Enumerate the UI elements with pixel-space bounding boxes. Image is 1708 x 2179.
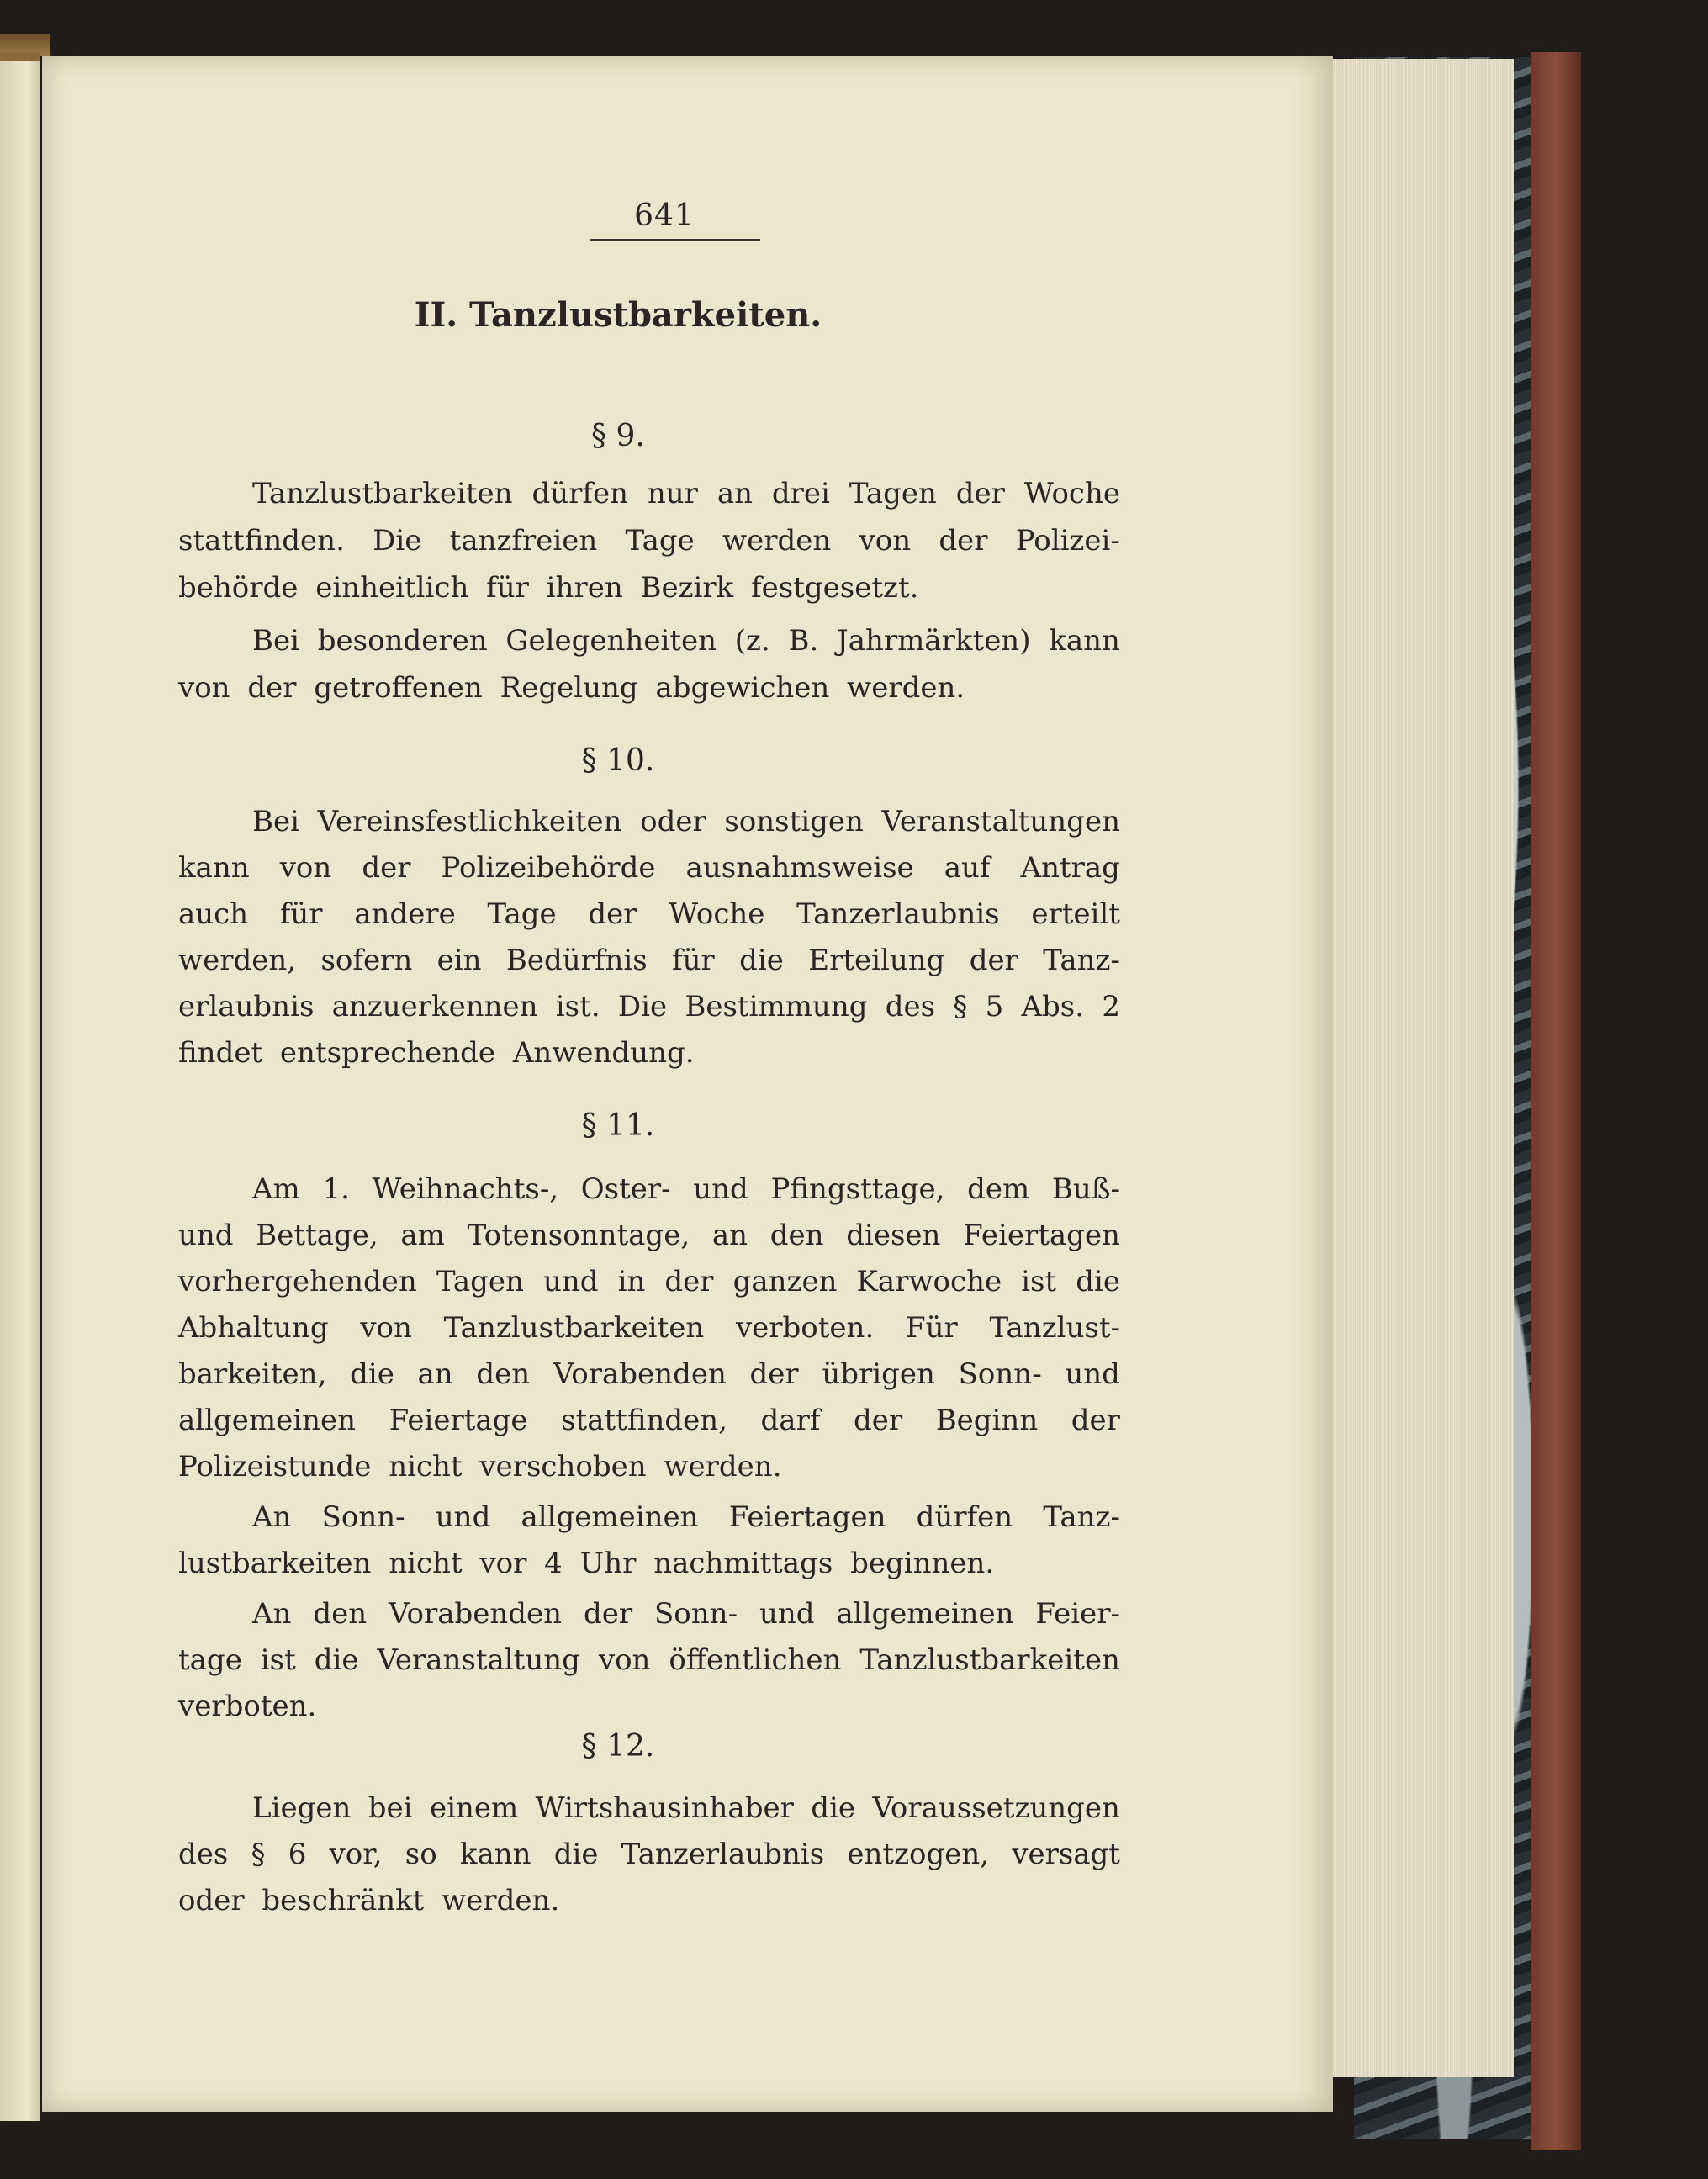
text-line: und Bettage, am Totensonntage, an den diesen Feiertagen xyxy=(178,1219,1120,1252)
text-line: An den Vorabenden der Sonn- und allgemeinen Feier- xyxy=(252,1597,1120,1631)
section-mark-9: § 9. xyxy=(591,419,645,453)
section-mark-12: § 12. xyxy=(581,1729,655,1764)
text-line: von der getroffenen Regelung abgewichen werden. xyxy=(178,671,965,705)
text-line: auch für andere Tage der Woche Tanzerlaubnis erteilt xyxy=(178,897,1120,931)
section-mark-11: § 11. xyxy=(581,1108,655,1143)
text-line: verboten. xyxy=(178,1690,317,1723)
facing-page-edge xyxy=(0,52,40,2121)
text-line: tage ist die Veranstaltung von öffentlichen Tanzlustbarkeiten xyxy=(178,1643,1120,1677)
text-line: werden, sofern ein Bedürfnis für die Erteilung der Tanz- xyxy=(178,944,1120,977)
text-line: lustbarkeiten nicht vor 4 Uhr nachmittags beginnen. xyxy=(178,1547,995,1580)
text-line: Polizeistunde nicht verschoben werden. xyxy=(178,1450,782,1484)
text-line: kann von der Polizeibehörde ausnahmsweise auf Antrag xyxy=(178,851,1120,885)
page-block-edges xyxy=(1333,59,1514,2077)
text-line: behörde einheitlich für ihren Bezirk festgesetzt. xyxy=(178,571,919,605)
cover-spine xyxy=(1531,52,1581,2150)
book-page xyxy=(42,56,1333,2112)
text-line: des § 6 vor, so kann die Tanzerlaubnis entzogen, versagt xyxy=(178,1838,1120,1871)
text-line: erlaubnis anzuerkennen ist. Die Bestimmung des § 5 Abs. 2 xyxy=(178,990,1120,1023)
text-line: Am 1. Weihnachts-, Oster- und Pfingsttage, dem Buß- xyxy=(252,1172,1120,1206)
text-line: findet entsprechende Anwendung. xyxy=(178,1036,695,1070)
text-line: vorhergehenden Tagen und in der ganzen Karwoche ist die xyxy=(178,1265,1120,1298)
page-number: 641 xyxy=(634,198,695,233)
text-line: Liegen bei einem Wirtshausinhaber die Voraussetzungen xyxy=(252,1791,1120,1825)
text-line: Tanzlustbarkeiten dürfen nur an drei Tagen der Woche xyxy=(252,477,1120,510)
text-line: oder beschränkt werden. xyxy=(178,1884,560,1917)
section-mark-10: § 10. xyxy=(581,743,655,778)
text-line: stattfinden. Die tanzfreien Tage werden von der Polizei- xyxy=(178,524,1120,558)
chapter-heading: II. Tanzlustbarkeiten. xyxy=(414,295,822,335)
text-line: Bei besonderen Gelegenheiten (z. B. Jahrmärkten) kann xyxy=(252,624,1120,658)
text-line: Abhaltung von Tanzlustbarkeiten verboten. Für Tanzlust- xyxy=(178,1311,1120,1345)
text-line: Bei Vereinsfestlichkeiten oder sonstigen Veranstaltungen xyxy=(252,805,1120,838)
text-line: An Sonn- und allgemeinen Feiertagen dürfen Tanz- xyxy=(252,1500,1120,1534)
page-number-rule xyxy=(590,239,760,241)
text-line: barkeiten, die an den Vorabenden der übrigen Sonn- und xyxy=(178,1357,1120,1391)
text-line: allgemeinen Feiertage stattfinden, darf der Beginn der xyxy=(178,1404,1120,1437)
